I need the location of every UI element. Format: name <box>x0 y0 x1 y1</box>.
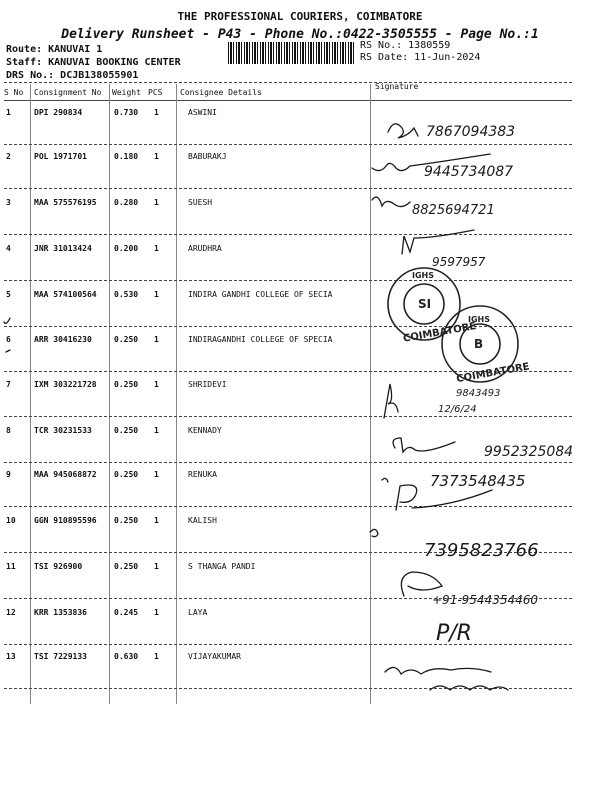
row-sno: 3 <box>6 198 11 207</box>
svg-text:SI: SI <box>418 297 432 311</box>
row-divider <box>4 234 572 235</box>
row-sno: 11 <box>6 562 16 571</box>
row-pcs: 1 <box>154 380 159 389</box>
row-sno: 6 <box>6 335 11 344</box>
row-pcs: 1 <box>154 335 159 344</box>
row-divider <box>4 598 572 599</box>
row-consignee: KALISH <box>188 516 217 525</box>
col-signature: Signature <box>375 82 419 91</box>
row-consignment-no: GGN 910895596 <box>34 516 97 525</box>
svg-text:B: B <box>474 337 484 351</box>
row-divider <box>4 688 572 689</box>
row-pcs: 1 <box>154 290 159 299</box>
row-sno: 10 <box>6 516 16 525</box>
col-divider <box>109 84 110 704</box>
row-consignment-no: ARR 30416230 <box>34 335 92 344</box>
row-consignee: VIJAYAKUMAR <box>188 652 241 661</box>
row-consignee: RENUKA <box>188 470 217 479</box>
row-consignment-no: IXM 303221728 <box>34 380 97 389</box>
row-pcs: 1 <box>154 426 159 435</box>
row-pcs: 1 <box>154 244 159 253</box>
row-weight: 0.250 <box>114 470 139 479</box>
row-weight: 0.250 <box>114 426 139 435</box>
row-consignee: INDIRAGANDHI COLLEGE OF SPECIA <box>188 335 333 344</box>
row-consignee: ARUDHRA <box>188 244 222 253</box>
row-pcs: 1 <box>154 108 159 117</box>
col-pcs: PCS <box>148 88 163 97</box>
col-divider <box>370 84 371 704</box>
header-bottom-rule <box>4 100 572 101</box>
row-consignment-no: POL 1971701 <box>34 152 87 161</box>
rs-number: RS No.: 1380559 <box>360 40 451 51</box>
row-sno: 2 <box>6 152 11 161</box>
row-consignment-no: MAA 945068872 <box>34 470 97 479</box>
svg-text:COIMBATORE: COIMBATORE <box>402 320 478 345</box>
row-divider <box>4 144 572 145</box>
col-weight: Weight <box>112 88 141 97</box>
row-sno: 8 <box>6 426 11 435</box>
row-consignment-no: TSI 7229133 <box>34 652 87 661</box>
row-consignee: INDIRA GANDHI COLLEGE OF SECIA <box>188 290 333 299</box>
row-weight: 0.730 <box>114 108 139 117</box>
col-divider <box>30 84 31 704</box>
col-consignee: Consignee Details <box>180 88 262 97</box>
header-top-rule <box>4 82 572 83</box>
row-sno: 1 <box>6 108 11 117</box>
row-sno: 4 <box>6 244 11 253</box>
row-weight: 0.530 <box>114 290 139 299</box>
svg-text:9597957: 9597957 <box>432 255 486 269</box>
company-name: THE PROFESSIONAL COURIERS, COIMBATORE <box>177 10 423 23</box>
row-divider <box>4 371 572 372</box>
row-divider <box>4 462 572 463</box>
row-weight: 0.250 <box>114 380 139 389</box>
svg-text:7867094383: 7867094383 <box>426 124 516 140</box>
row-weight: 0.250 <box>114 516 139 525</box>
barcode <box>228 42 355 64</box>
row-divider <box>4 506 572 507</box>
row-sno: 9 <box>6 470 11 479</box>
row-weight: 0.200 <box>114 244 139 253</box>
row-pcs: 1 <box>154 470 159 479</box>
row-weight: 0.280 <box>114 198 139 207</box>
row-pcs: 1 <box>154 608 159 617</box>
svg-text:COIMBATORE: COIMBATORE <box>455 361 531 386</box>
row-weight: 0.180 <box>114 152 139 161</box>
row-divider <box>4 280 572 281</box>
row-divider <box>4 326 572 327</box>
row-consignee: LAYA <box>188 608 208 617</box>
row-divider <box>4 188 572 189</box>
row-pcs: 1 <box>154 652 159 661</box>
row-weight: 0.630 <box>114 652 139 661</box>
rs-date: RS Date: 11-Jun-2024 <box>360 52 481 63</box>
row-weight: 0.250 <box>114 562 139 571</box>
svg-text:9952325084: 9952325084 <box>484 444 574 460</box>
col-consignment: Consignment No <box>34 88 102 97</box>
row-divider <box>4 644 572 645</box>
svg-text:9445734087: 9445734087 <box>424 164 514 180</box>
svg-text:+91-9544354460: +91-9544354460 <box>432 593 539 607</box>
row-consignment-no: MAA 575576195 <box>34 198 97 207</box>
col-divider <box>176 84 177 704</box>
col-sno: S No <box>4 88 24 97</box>
svg-text:IGHS: IGHS <box>412 271 434 280</box>
row-sno: 13 <box>6 652 16 661</box>
row-sno: 7 <box>6 380 11 389</box>
svg-text:P/R: P/R <box>436 621 472 646</box>
svg-text:9843493: 9843493 <box>456 388 501 399</box>
row-pcs: 1 <box>154 516 159 525</box>
row-consignment-no: TCR 30231533 <box>34 426 92 435</box>
row-consignment-no: DPI 290834 <box>34 108 83 117</box>
row-sno: 12 <box>6 608 16 617</box>
row-consignee: BABURAKJ <box>188 152 227 161</box>
row-sno: 5 <box>6 290 11 299</box>
row-pcs: 1 <box>154 152 159 161</box>
row-consignee: SUESH <box>188 198 213 207</box>
row-consignee: SHRIDEVI <box>188 380 227 389</box>
row-divider <box>4 552 572 553</box>
row-consignee: S THANGA PANDI <box>188 562 256 571</box>
row-consignee: ASWINI <box>188 108 217 117</box>
row-weight: 0.245 <box>114 608 139 617</box>
row-divider <box>4 416 572 417</box>
row-pcs: 1 <box>154 198 159 207</box>
route-label: Route: KANUVAI 1 <box>6 44 103 55</box>
row-consignee: KENNADY <box>188 426 222 435</box>
svg-text:7373548435: 7373548435 <box>430 472 526 490</box>
svg-text:IGHS: IGHS <box>468 315 490 324</box>
row-consignment-no: JNR 31013424 <box>34 244 92 253</box>
drs-number: DRS No.: DCJB138055901 <box>6 70 139 81</box>
svg-text:8825694721: 8825694721 <box>412 203 495 218</box>
svg-text:7395823766: 7395823766 <box>424 540 539 561</box>
row-consignment-no: MAA 574100564 <box>34 290 97 299</box>
svg-text:12/6/24: 12/6/24 <box>438 404 477 415</box>
row-consignment-no: KRR 1353836 <box>34 608 87 617</box>
row-weight: 0.250 <box>114 335 139 344</box>
row-consignment-no: TSI 926900 <box>34 562 83 571</box>
runsheet-title: Delivery Runsheet - P43 - Phone No.:0422-3505555 - Page No.:1 <box>61 27 539 42</box>
staff-label: Staff: KANUVAI BOOKING CENTER <box>6 57 181 68</box>
row-pcs: 1 <box>154 562 159 571</box>
